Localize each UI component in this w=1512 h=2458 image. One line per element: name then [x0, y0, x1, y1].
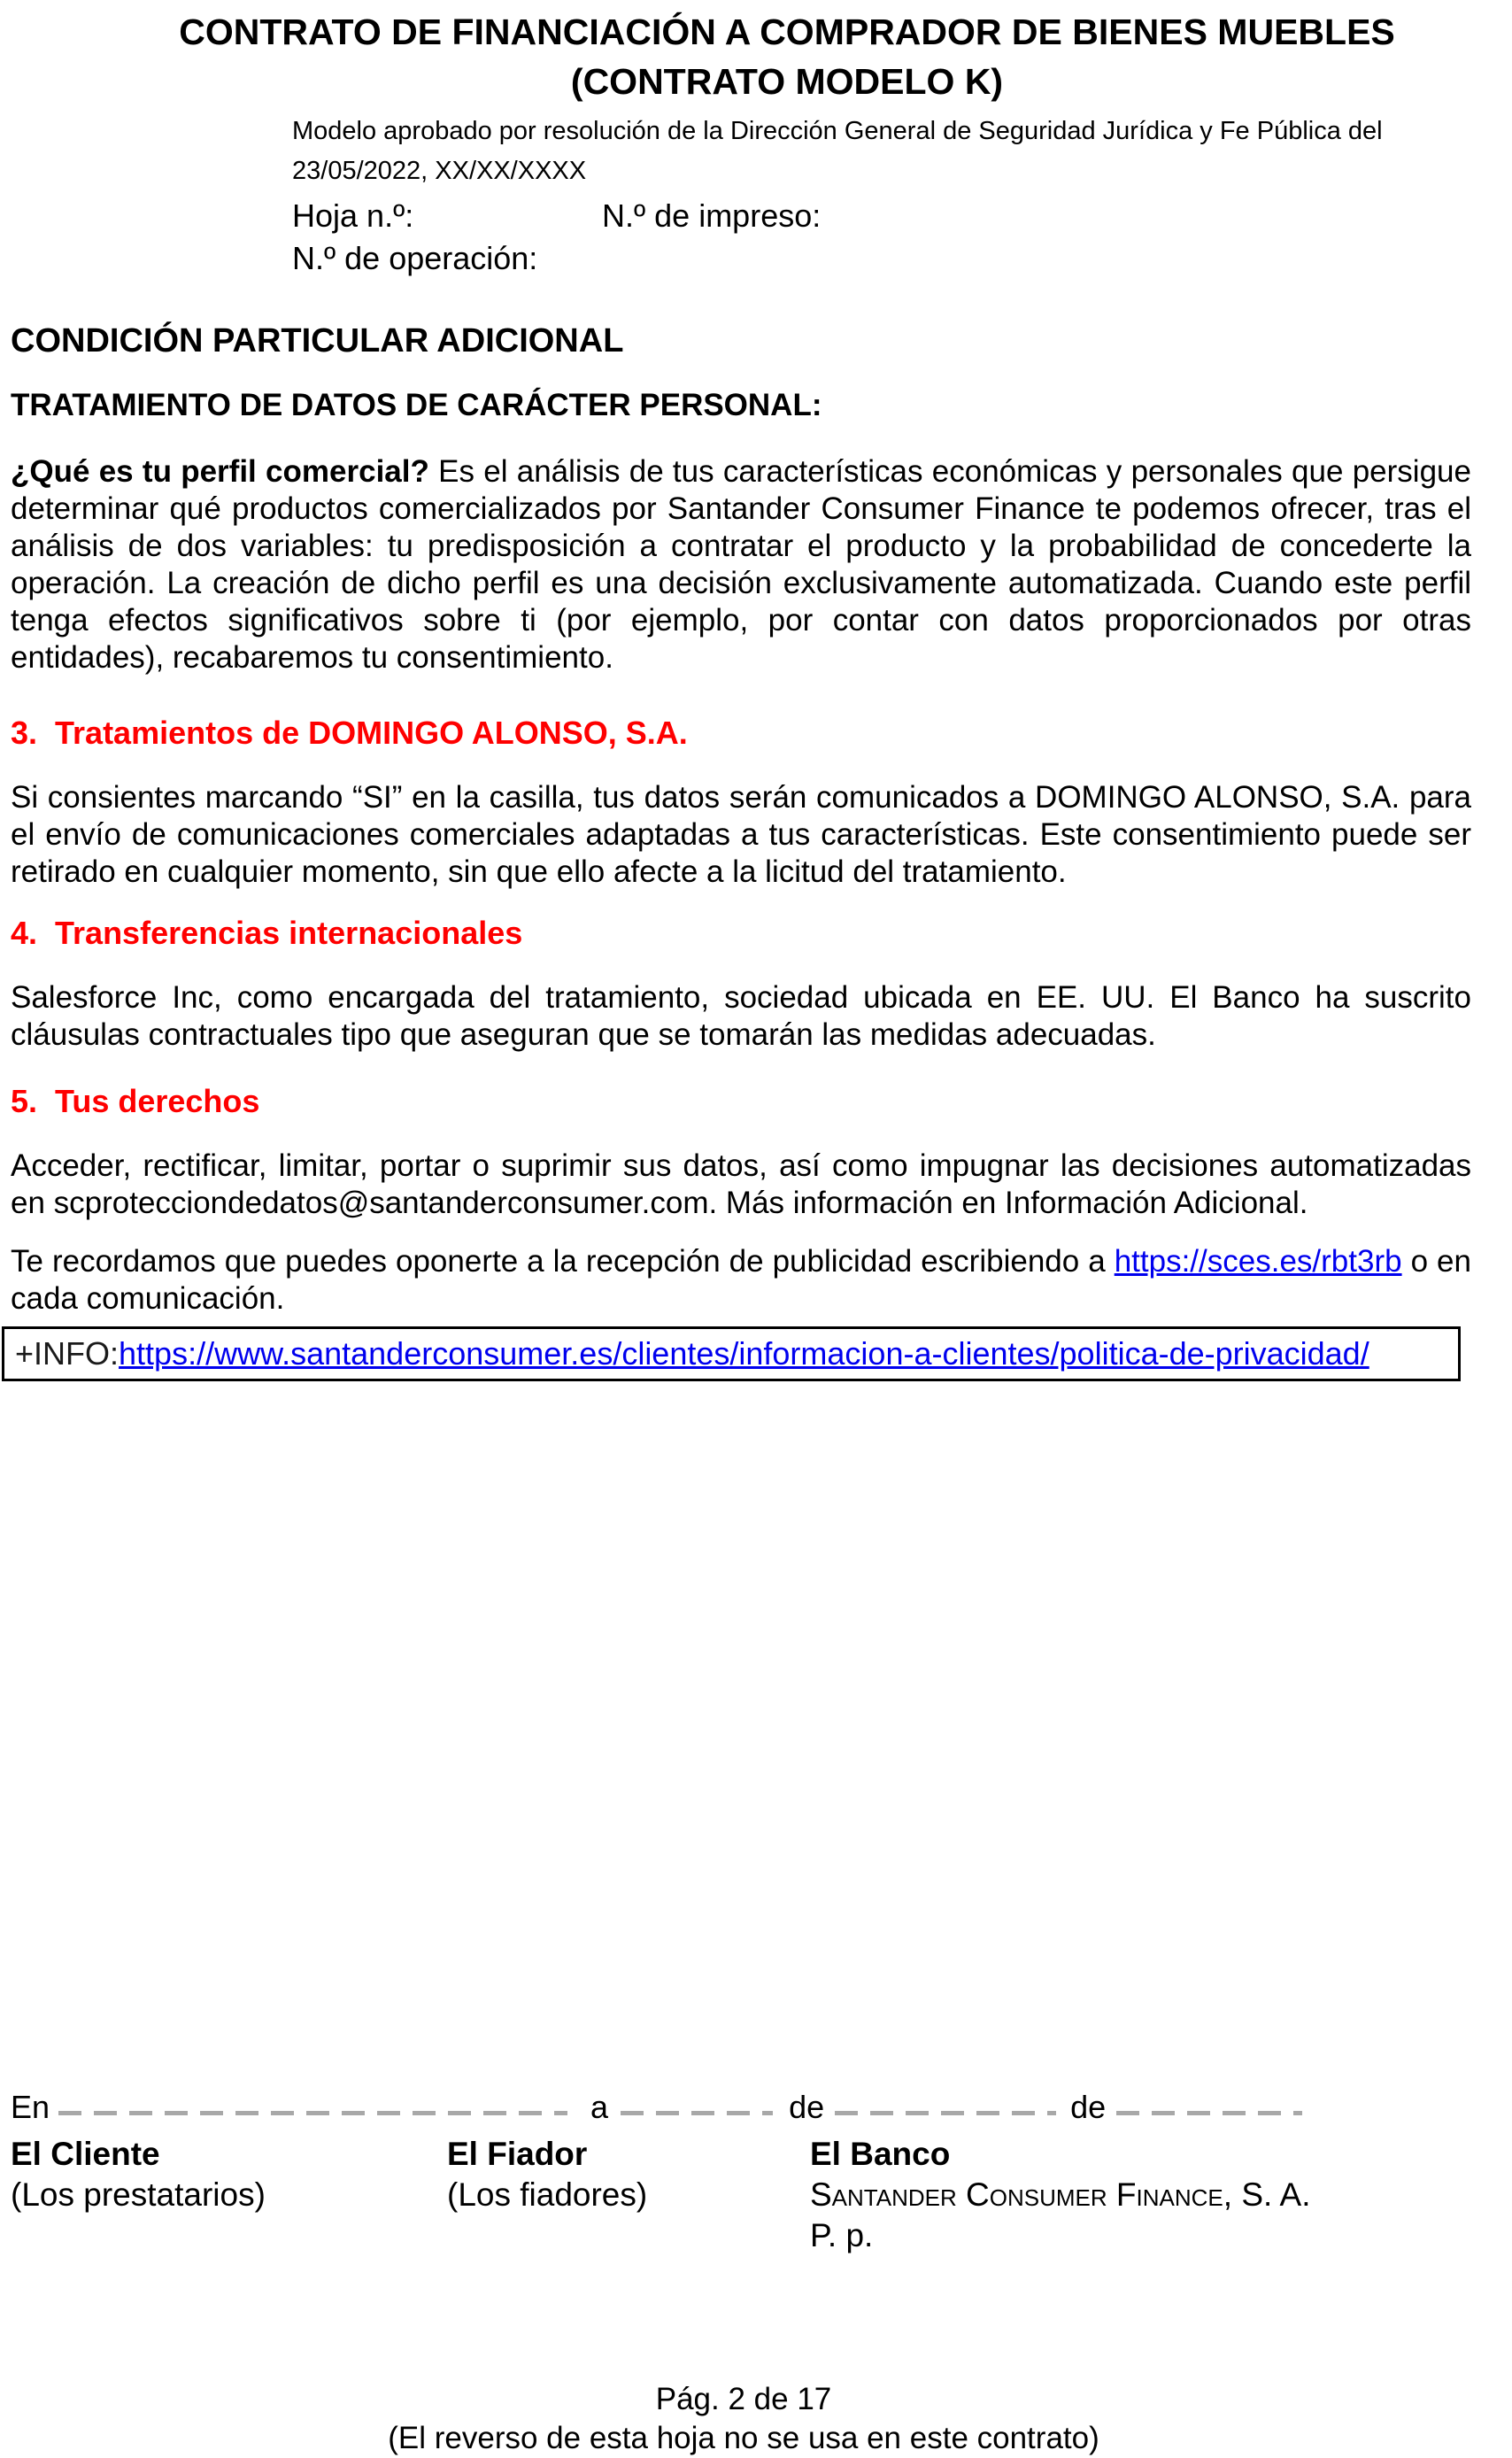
commercial-profile-question: ¿Qué es tu perfil comercial? [11, 454, 429, 489]
advertising-optout-paragraph [11, 1243, 1471, 1318]
bank-name: Santander Consumer Finance, S. A. [810, 2176, 1311, 2213]
bank-signature-column [810, 2134, 1512, 2256]
optout-link[interactable]: https://sces.es/rbt3rb [1114, 1244, 1402, 1279]
section-4-heading [11, 914, 1471, 953]
bank-pp: P. p. [810, 2217, 874, 2253]
privacy-policy-link[interactable]: https://www.santanderconsumer.es/clientes/informacion-a-clientes/politica-de-privacidad/ [119, 1335, 1369, 1372]
month-label: de [789, 2089, 825, 2125]
client-signature-column [11, 2134, 436, 2215]
section-4-paragraph: Salesforce Inc, como encargada del tratamiento, sociedad ubicada en EE. UU. El Banco ha suscrito cláusulas contractuales tipo que aseguran que se tomarán las medidas adecuadas. [11, 980, 1471, 1052]
place-label: En [11, 2089, 50, 2125]
guarantor-signature-column [447, 2134, 801, 2215]
day-fill-line [621, 2111, 773, 2115]
document-header [0, 0, 1512, 106]
approval-note-line1: Modelo aprobado por resolución de la Dirección General de Seguridad Jurídica y Fe Pública del [292, 117, 1383, 145]
year-fill-line [1116, 2111, 1302, 2115]
section-5-heading [11, 1082, 1471, 1121]
info-label: +INFO: [15, 1335, 120, 1372]
guarantor-title: El Fiador [447, 2136, 588, 2172]
operation-number-label: N.º de operación: [292, 240, 538, 276]
privacy-info-box [2, 1326, 1461, 1381]
section-3-paragraph: Si consientes marcando “SI” en la casilla, tus datos serán comunicados a DOMINGO ALONSO, S.A. para el envío de comunicaciones comerciales adaptadas a tus características. Este consentimiento puede ser retirado en cualquier momento, sin que ello afecte a la licitud del tratamiento. [11, 780, 1471, 889]
additional-condition-heading: CONDICIÓN PARTICULAR ADICIONAL [11, 322, 624, 359]
approval-note [292, 112, 1512, 191]
document-title: CONTRATO DE FINANCIACIÓN A COMPRADOR DE BIENES MUEBLES [179, 12, 1395, 52]
advertising-optout-prefix: Te recordamos que puedes oponerte a la recepción de publicidad escribiendo a [11, 1244, 1115, 1279]
contract-body [0, 321, 1471, 1381]
place-fill-line [58, 2111, 567, 2115]
rights-paragraph: Acceder, rectificar, limitar, portar o suprimir sus datos, así como impugnar las decisiones automatizadas en scprotecciondedatos@santanderconsumer.com. Más información en Información Adicional. [11, 1148, 1471, 1220]
page-number: Pág. 2 de 17 [655, 2382, 832, 2416]
sheet-number-row [292, 195, 1512, 237]
approval-note-line2: 23/05/2022, XX/XX/XXXX [292, 157, 587, 185]
sheet-number-label: Hoja n.º: [292, 197, 414, 234]
section-4-title: Transferencias internacionales [55, 915, 523, 951]
bank-title: El Banco [810, 2136, 951, 2172]
commercial-profile-text: Es el análisis de tus características económicas y personales que persigue determinar qué productos comercializados por Santander Consumer Finance te podemos ofrecer, tras el análisis de dos variables: tu predisposición a contratar el producto y la probabilidad de concederte la operación. La creación de dicho perfil es una decisión exclusivamente automatizada. Cuando este perfil tenga efectos significativos sobre ti (por ejemplo, por contar con datos proporcionados por otras entidades), recabaremos tu consentimiento. [11, 454, 1471, 675]
month-fill-line [835, 2111, 1056, 2115]
document-subtitle: (CONTRATO MODELO K) [570, 61, 1004, 102]
guarantor-subtitle: (Los fiadores) [447, 2176, 648, 2213]
year-label: de [1070, 2089, 1107, 2125]
section-3-heading [11, 714, 1471, 753]
section-3-title: Tratamientos de DOMINGO ALONSO, S.A. [55, 715, 688, 751]
operation-number-row [292, 237, 1512, 280]
section-3-number: 3. [11, 715, 38, 751]
section-4-number: 4. [11, 915, 38, 951]
page-footer [0, 2380, 1487, 2458]
day-label: a [590, 2089, 609, 2125]
signature-section [11, 2088, 1498, 2253]
print-number-label: N.º de impreso: [602, 197, 822, 234]
reverse-note: (El reverso de esta hoja no se usa en este contrato) [388, 2421, 1099, 2455]
data-treatment-heading: TRATAMIENTO DE DATOS DE CARÁCTER PERSONAL: [11, 388, 822, 422]
section-5-title: Tus derechos [55, 1083, 260, 1119]
section-5-number: 5. [11, 1083, 38, 1119]
client-title: El Cliente [11, 2136, 160, 2172]
client-subtitle: (Los prestatarios) [11, 2176, 266, 2213]
advertising-optout-suffix: o en cada comunicación. [11, 1244, 1471, 1316]
commercial-profile-paragraph [11, 453, 1471, 676]
date-place-line [11, 2088, 1498, 2129]
